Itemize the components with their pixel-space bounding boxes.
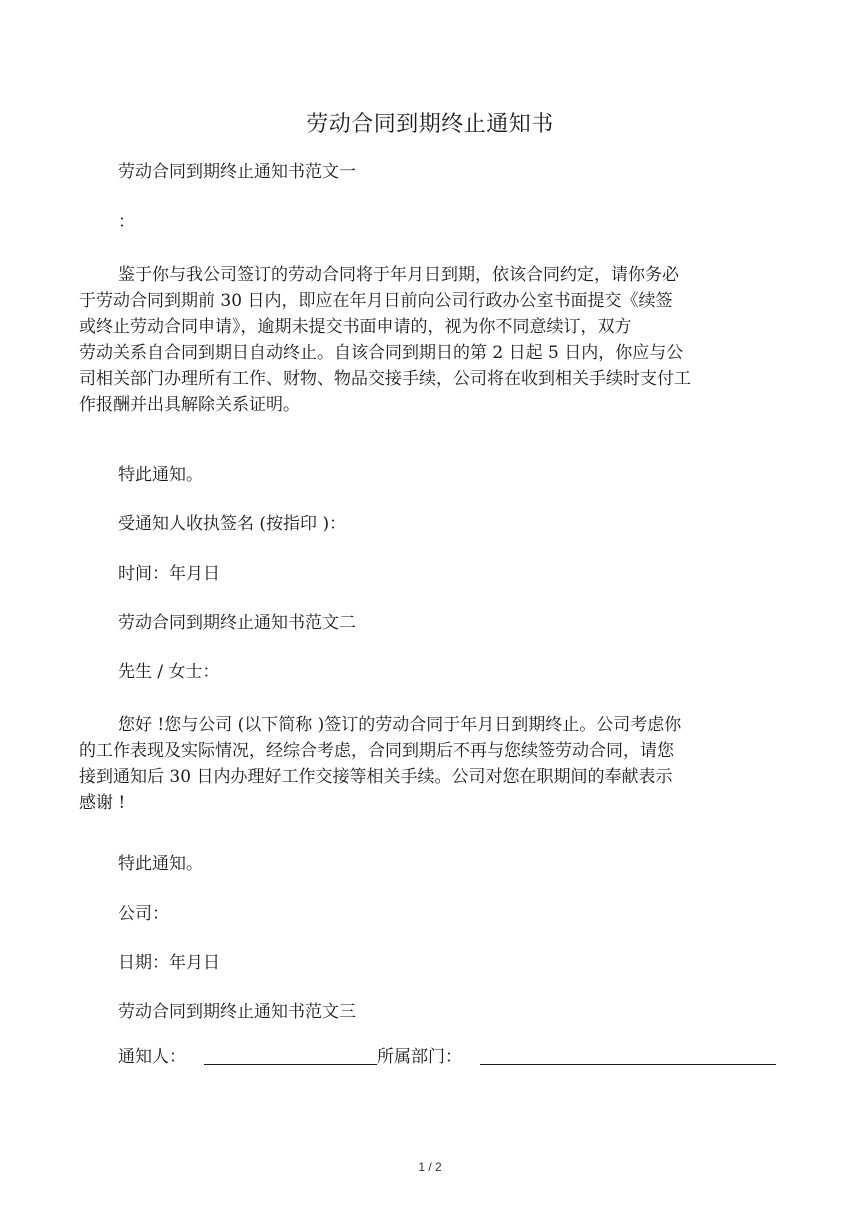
page-number: 1 / 2 — [418, 1160, 442, 1174]
department-label: 所属部门： — [377, 1047, 462, 1067]
sample1-heading: 劳动合同到期终止通知书范文一 — [118, 162, 356, 182]
body-line: 作报酬并出具解除关系证明。 — [79, 395, 300, 415]
date-label: 日期：年月日 — [118, 953, 220, 973]
body-line: 或终止劳动合同申请》，逾期未提交书面申请的，视为你不同意续订，双方 — [79, 317, 632, 337]
sample2-closing: 特此通知。 — [118, 854, 203, 874]
document-title: 劳动合同到期终止通知书 — [306, 112, 554, 137]
sample2-salutation: 先生 / 女士： — [118, 662, 220, 682]
sample2-body — [79, 712, 769, 816]
notifier-label: 通知人： — [118, 1047, 186, 1067]
body-line: 劳动关系自合同到期日自动终止。自该合同到期日的第 2 日起 5 日内，你应与公 — [79, 343, 684, 363]
body-line: 感谢 ! — [79, 793, 126, 813]
department-blank-field[interactable] — [480, 1046, 776, 1065]
time-label: 时间：年月日 — [118, 564, 220, 584]
sample1-salutation: ： — [118, 212, 135, 232]
body-line: 鉴于你与我公司签订的劳动合同将于年月日到期，依该合同约定，请你务必 — [118, 265, 679, 285]
signature-label: 受通知人收执签名 (按指印 )： — [118, 514, 347, 534]
company-label: 公司： — [118, 904, 169, 924]
notifier-blank-field[interactable] — [204, 1046, 377, 1065]
body-line: 接到通知后 30 日内办理好工作交接等相关手续。公司对您在职期间的奉献表示 — [79, 767, 673, 787]
sample3-heading: 劳动合同到期终止通知书范文三 — [118, 1002, 356, 1022]
sample2-heading: 劳动合同到期终止通知书范文二 — [118, 613, 356, 633]
body-line: 您好 !您与公司 (以下简称 )签订的劳动合同于年月日到期终止。公司考虑你 — [118, 715, 682, 735]
body-line: 于劳动合同到期前 30 日内，即应在年月日前向公司行政办公室书面提交《续签 — [79, 291, 673, 311]
sample1-closing: 特此通知。 — [118, 465, 203, 485]
body-line: 的工作表现及实际情况，经综合考虑，合同到期后不再与您续签劳动合同，请您 — [79, 741, 674, 761]
notifier-department-row — [118, 1045, 776, 1069]
sample1-body — [79, 262, 769, 418]
body-line: 司相关部门办理所有工作、财物、物品交接手续，公司将在收到相关手续时支付工 — [79, 369, 691, 389]
